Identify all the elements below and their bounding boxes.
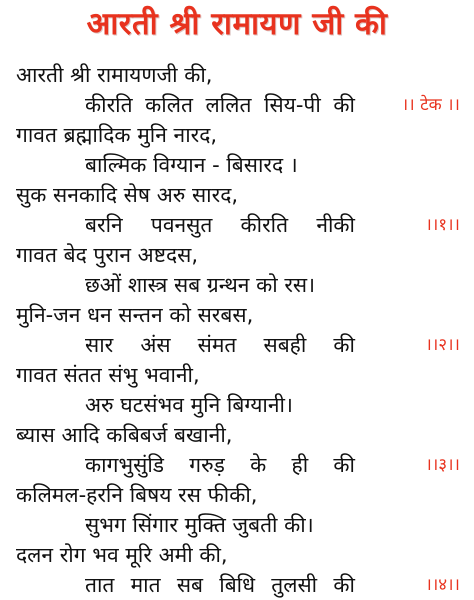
verse-word: सार (85, 333, 114, 357)
verse-word: सबही (263, 333, 307, 357)
verse-line (85, 90, 355, 120)
stanza-marker: ।।२।। (425, 335, 460, 355)
stanza-marker: ।।३।। (425, 455, 460, 475)
verse-line: कलिमल-हरनि बिषय रस फीकी, (16, 483, 258, 507)
verse-word: सब (176, 573, 204, 597)
verse-word: कीरति (85, 93, 133, 117)
verse-line: बाल्मिक विग्यान - बिसारद । (85, 153, 298, 177)
verse-line: गावत ब्रह्मादिक मुनि नारद, (16, 123, 218, 147)
verse-word: ललित (205, 93, 252, 117)
verse-word: तात (85, 573, 115, 597)
verse-word: नीकी (316, 213, 355, 237)
stanza-marker: ।।४।। (425, 575, 460, 595)
verse-word: अंस (140, 333, 171, 357)
verse-word: की (333, 573, 355, 597)
verse-line: छओं शास्त्र सब ग्रन्थन को रस। (85, 273, 316, 297)
verse-word: गरुड़ (189, 453, 225, 477)
verse-line: दलन रोग भव मूरि अमी की, (16, 543, 228, 567)
verse-word: कलित (145, 93, 193, 117)
verse-word: कीरति (240, 213, 289, 237)
verse-line (85, 570, 355, 600)
verse-word: सिय-पी (264, 93, 321, 117)
verse-word: बिधि (219, 573, 256, 597)
verse-word: के (250, 453, 267, 477)
verse-line (85, 330, 355, 360)
stanza-marker: ।।१।। (425, 215, 460, 235)
verse-line: मुनि-जन धन सन्तन को सरबस, (16, 303, 254, 327)
page-title: आरती श्री रामायण जी की (86, 6, 388, 42)
verse-word: मात (130, 573, 161, 597)
verse-word: संमत (197, 333, 237, 357)
verse-word: पवनसुत (150, 213, 213, 237)
verse-word: की (333, 453, 355, 477)
verse-line (85, 450, 355, 480)
verse-word: की (333, 93, 355, 117)
refrain-marker: ।। टेक ।। (401, 95, 460, 115)
verse-line (85, 210, 355, 240)
verse-word: ही (291, 453, 309, 477)
verse-line: गावत बेद पुरान अष्टदस, (16, 243, 199, 267)
verse-word: बरनि (85, 213, 123, 237)
verse-line: गावत संतत संभु भवानी, (16, 363, 200, 387)
verse-line: सुभग सिंगार मुक्ति जुबती की। (85, 513, 314, 537)
verse-line: सुक सनकादि सेष अरु सारद, (16, 183, 239, 207)
verse-line: अरु घटसंभव मुनि बिग्यानी। (85, 393, 293, 417)
verse-line: ब्यास आदि कबिबर्ज बखानी, (16, 423, 233, 447)
verse-line: आरती श्री रामायणजी की, (16, 63, 213, 87)
verse-word: तुलसी (271, 573, 318, 597)
verse-word: कागभुसुंडि (85, 453, 165, 477)
verse-word: की (333, 333, 355, 357)
